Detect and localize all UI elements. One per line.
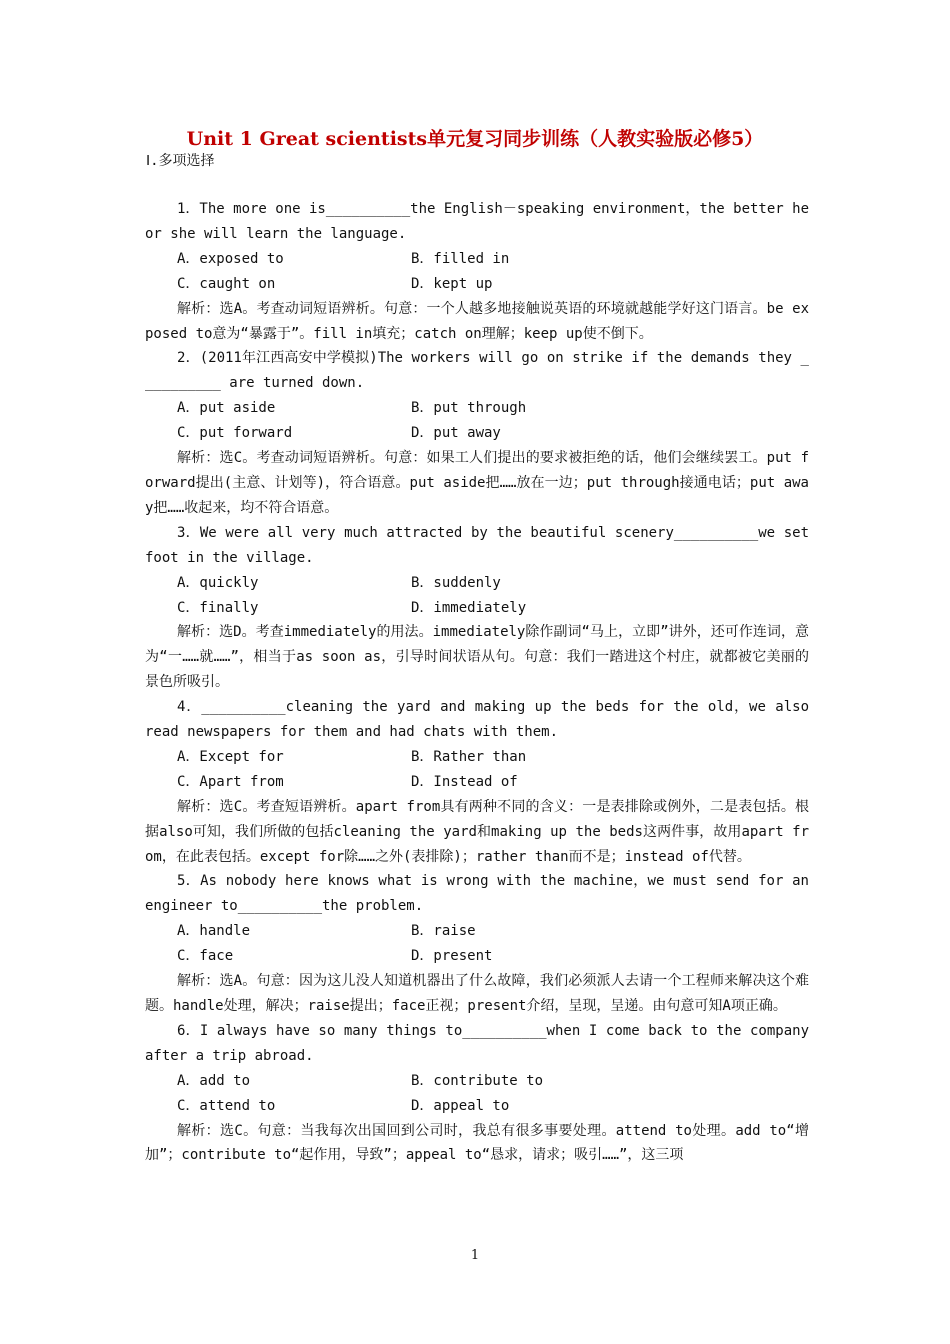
answer-analysis: 解析：选A。句意：因为这儿没人知道机器出了什么故障，我们必须派人去请一个工程师来解决这个难题。handle处理，解决；raise提出；face正视；present介绍，呈现，呈递。由句意可知A项正确。 <box>145 973 809 1014</box>
question-4 <box>145 695 818 869</box>
document-title: Unit 1 Great scientists单元复习同步训练（人教实验版必修5） <box>186 128 764 150</box>
option-a: A．put aside <box>177 400 276 417</box>
option-a: A．handle <box>177 923 251 940</box>
option-c: C．attend to <box>177 1097 276 1114</box>
option-c: C．face <box>177 948 234 965</box>
option-a: A．exposed to <box>177 250 284 267</box>
option-b: B．suddenly <box>411 574 501 591</box>
question-stem: 5．As nobody here knows what is wrong with the machine，we must send for an engineer to__________the problem. <box>145 873 818 915</box>
option-c: C．put forward <box>177 425 293 442</box>
question-stem: 3．We were all very much attracted by the beautiful scenery__________we set foot in the village. <box>145 524 818 566</box>
option-grid <box>145 571 809 621</box>
option-b: B．put through <box>411 400 527 417</box>
option-a: A．add to <box>177 1072 251 1089</box>
answer-analysis: 解析：选D。考查immediately的用法。immediately除作副词“马上，立即”讲外，还可作连词，意为“一……就……”，相当于as soon as，引导时间状语从句。句意：我们一踏进这个村庄，就都被它美丽的景色所吸引。 <box>145 624 809 691</box>
option-b: B．Rather than <box>411 748 527 765</box>
option-grid <box>145 247 809 297</box>
section-heading: Ⅰ.多项选择 <box>146 153 215 169</box>
option-grid <box>145 1069 809 1119</box>
page-number: 1 <box>470 1248 480 1263</box>
question-5 <box>145 869 818 1018</box>
question-1 <box>145 197 818 346</box>
option-a: A．quickly <box>177 574 259 591</box>
question-stem: 2．(2011年江西高安中学模拟)The workers will go on strike if the demands they __________ are turned down. <box>145 350 809 392</box>
option-d: D．immediately <box>411 599 527 616</box>
question-6 <box>145 1019 818 1168</box>
question-stem: 6．I always have so many things to__________when I come back to the company after a trip abroad. <box>145 1022 818 1064</box>
answer-analysis: 解析：选C。考查动词短语辨析。句意：如果工人们提出的要求被拒绝的话，他们会继续罢工。put forward提出(主意、计划等)，符合语意。put aside把……放在一边；put through接通电话；put away把……收起来，均不符合语意。 <box>145 450 809 516</box>
option-d: D．appeal to <box>411 1097 510 1114</box>
option-c: C．caught on <box>177 275 276 292</box>
option-b: B．contribute to <box>411 1072 544 1089</box>
question-stem: 4．__________cleaning the yard and making up the beds for the old，we also read newspapers for them and had chats with them. <box>145 699 818 741</box>
question-stem: 1．The more one is__________the English－speaking environment，the better he or she will learn the language. <box>145 201 818 242</box>
option-grid <box>145 396 809 446</box>
question-3 <box>145 521 818 695</box>
option-a: A．Except for <box>177 748 284 765</box>
option-c: C．Apart from <box>177 773 284 790</box>
option-d: D．kept up <box>411 275 493 292</box>
option-b: B．filled in <box>411 250 510 267</box>
option-d: D．present <box>411 948 493 965</box>
option-b: B．raise <box>411 923 476 940</box>
option-d: D．Instead of <box>411 773 518 790</box>
answer-analysis: 解析：选C。句意：当我每次出国回到公司时，我总有很多事要处理。attend to处理。add to“增加”；contribute to“起作用，导致”；appeal to“恳求，请求；吸引……”，这三项 <box>145 1122 809 1164</box>
option-grid <box>145 745 809 795</box>
option-grid <box>145 919 809 969</box>
answer-analysis: 解析：选A。考查动词短语辨析。句意：一个人越多地接触说英语的环境就越能学好这门语言。be exposed to意为“暴露于”。fill in填充；catch on理解；keep up使不倒下。 <box>145 300 809 342</box>
question-2 <box>145 346 809 520</box>
option-d: D．put away <box>411 425 501 442</box>
answer-analysis: 解析：选C。考查短语辨析。apart from具有两种不同的含义：一是表排除或例外，二是表包括。根据also可知，我们所做的包括cleaning the yard和making up the beds这两件事，故用apart from，在此表包括。except for除……之外(表排除)；rather than而不是；instead of代替。 <box>145 798 809 865</box>
question-list <box>145 197 818 1168</box>
option-c: C．finally <box>177 599 259 616</box>
